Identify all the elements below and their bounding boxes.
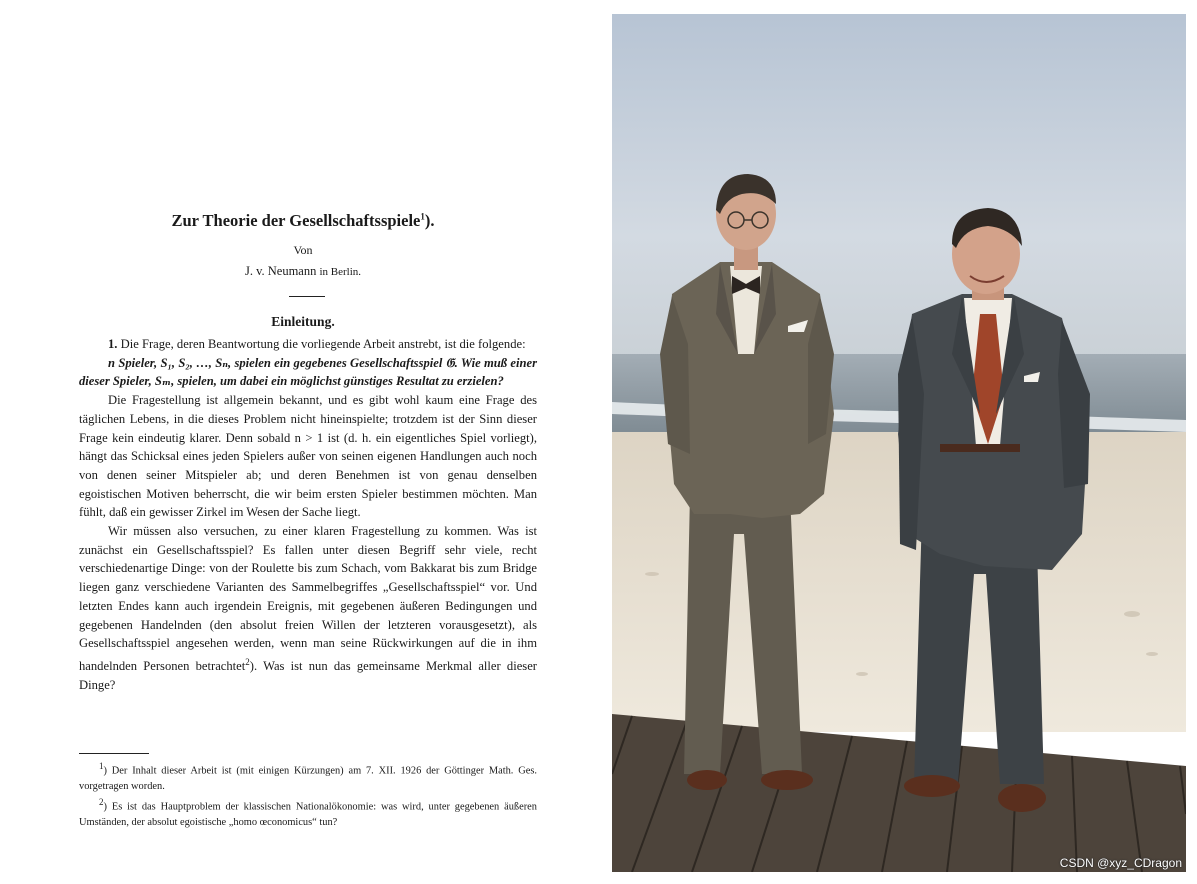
footnotes — [79, 759, 537, 832]
footnote-divider — [79, 753, 149, 754]
photo-illustration — [612, 14, 1186, 872]
watermark-credit: CSDN @xyz_CDragon — [1059, 856, 1182, 870]
paragraph-4: Wir müssen also versuchen, zu einer klaren Fragestellung zu kommen. Was ist zunächst ein Gesellschaftsspiel? Es fallen unter diesen Begriff sehr viele, recht verschiedenartige Dinge: von der Roulette bis zum Schach, vom Bakkarat bis zum Bridge liegen ganz verschiedene Varianten des Sammelbegriffes „Gesellschaftsspiel“ vor. Und letzten Endes kann auch irgendein Ereignis, mit gegebenen äußeren Bedingungen und gegebenen Handelnden (den absolut freien Willen der letzteren vorausgesetzt), als Gesellschaftsspiel angesehen werden, wenn man seine Rückwirkungen auf die in ihm handelnden Personen betrachtet$^2$). Was ist nun das gemeinsame Merkmal aller dieser Dinge? — [79, 524, 537, 692]
title-divider — [289, 296, 325, 297]
paper-von: Von — [293, 243, 313, 257]
footnote-2: $^2$) Es ist das Hauptproblem der klassischen Nationalökonomie: was wird, unter gegebenen äußeren Umständen, der absolut egoistische „homo œconomicus“ tun? — [79, 797, 537, 829]
paper-body — [79, 335, 537, 695]
paragraph-3: Die Fragestellung ist allgemein bekannt, und es gibt wohl kaum eine Frage des täglichen Lebens, in die dieses Problem nicht hineinspielte; trotzdem ist der Sinn dieser Frage kein eindeutig klarer. Denn sobald n > 1 ist (d. h. ein eigentliches Spiel vorliegt), hängt das Schicksal eines jeden Spielers außer von seinen eigenen Handlungen auch noch von denen seiner Mitspieler ab; und deren Benehmen ist von genau denselben egoistischen Motiven beherrscht, die wir beim ersten Spieler bestimmen möchten. Man fühlt, daß ein gewisser Zirkel im Wesen der Sache liegt. — [79, 393, 537, 520]
paper-author: J. v. Neumann in Berlin. — [244, 264, 362, 278]
footnote-1: $^1$) Der Inhalt dieser Arbeit ist (mit einigen Kürzungen) am 7. XII. 1926 der Göttinger Math. Ges. vorgetragen worden. — [79, 761, 537, 792]
paper-title: Zur Theorie der Gesellschaftsspiele$^1$). — [171, 211, 435, 230]
section-heading: Einleitung. — [271, 314, 335, 329]
paragraph-1: 1. Die Frage, deren Beantwortung die vorliegende Arbeit anstrebt, ist die folgende: — [108, 337, 526, 351]
beach-photo — [612, 14, 1186, 872]
paragraph-2: n Spieler, S₁, S₂, …, Sₙ, spielen ein gegebenes Gesellschaftsspiel 𝔊. Wie muß einer dieser Spieler, Sₘ, spielen, um dabei ein möglichst günstiges Resultat zu erzielen? — [79, 355, 537, 389]
